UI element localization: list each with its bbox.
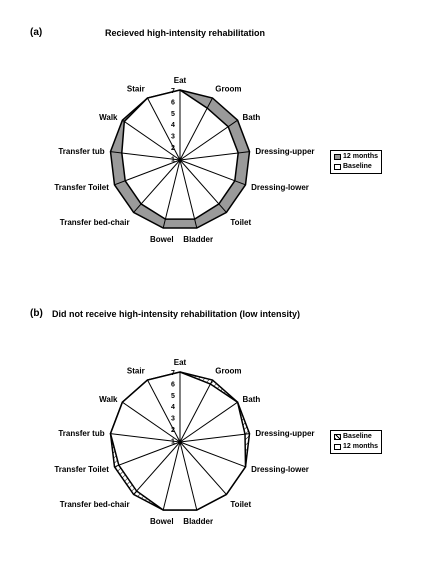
legend-label: Baseline [343, 433, 372, 440]
panel-label: (b) [30, 308, 43, 319]
tick-label: 2 [171, 144, 175, 152]
legend-swatch [334, 154, 341, 160]
tick-label: 4 [171, 122, 175, 130]
axis-label: Bladder [183, 234, 214, 244]
chart-title: Did not receive high-intensity rehabilitation (low intensity) [52, 309, 301, 319]
axis-label: Dressing-upper [255, 146, 315, 156]
axis-label: Toilet [230, 217, 252, 227]
legend-item [334, 162, 378, 172]
tick-label: 7 [171, 88, 175, 95]
legend-swatch [334, 444, 341, 450]
axis-label: Eat [173, 76, 187, 85]
axis-label: Groom [215, 84, 242, 94]
legend-label: 12 months [343, 443, 379, 450]
axis-label: Bowel [150, 234, 174, 244]
axis-label: Transfer Toilet [54, 464, 109, 474]
axis-label: Toilet [230, 499, 252, 509]
axis-label: Bowel [150, 516, 174, 526]
axis-label: Stair [126, 84, 145, 94]
legend-label: Baseline [343, 163, 372, 170]
axis-label: Eat [173, 358, 187, 367]
tick-label: 1 [171, 438, 175, 446]
axis-label: Stair [126, 366, 145, 376]
axis-label: Groom [215, 366, 242, 376]
tick-label: 3 [171, 133, 175, 141]
axis-label: Dressing-lower [251, 182, 309, 192]
tick-label: 4 [171, 404, 175, 412]
tick-label: 2 [171, 426, 175, 434]
chart-title: Recieved high-intensity rehabilitation [105, 28, 266, 38]
legend-item [334, 152, 378, 162]
axis-label: Bath [242, 394, 261, 404]
panel-label: (a) [30, 27, 43, 38]
axis-label: Dressing-upper [255, 428, 315, 438]
legend-item [334, 442, 378, 452]
tick-label: 3 [171, 415, 175, 423]
axis-label: Bath [242, 112, 261, 122]
axis-label: Dressing-lower [251, 464, 309, 474]
tick-label: 1 [171, 156, 175, 164]
legend [330, 150, 382, 174]
legend [330, 430, 382, 454]
legend-item [334, 432, 378, 442]
legend-swatch [334, 164, 341, 170]
axis-label: Transfer Toilet [54, 182, 109, 192]
axis-label: Transfer tub [58, 428, 105, 438]
tick-label: 6 [171, 99, 175, 107]
tick-label: 6 [171, 381, 175, 389]
axis-label: Bladder [183, 516, 214, 526]
tick-label: 5 [171, 392, 175, 400]
tick-label: 7 [171, 370, 175, 377]
axis-label: Transfer tub [58, 146, 105, 156]
axis-label: Transfer bed-chair [59, 499, 130, 509]
tick-label: 5 [171, 110, 175, 118]
axis-label: Walk [99, 112, 118, 122]
panel-b [0, 300, 443, 576]
legend-swatch [334, 434, 341, 440]
axis-label: Walk [99, 394, 118, 404]
axis-label: Transfer bed-chair [59, 217, 130, 227]
legend-label: 12 months [343, 153, 379, 160]
